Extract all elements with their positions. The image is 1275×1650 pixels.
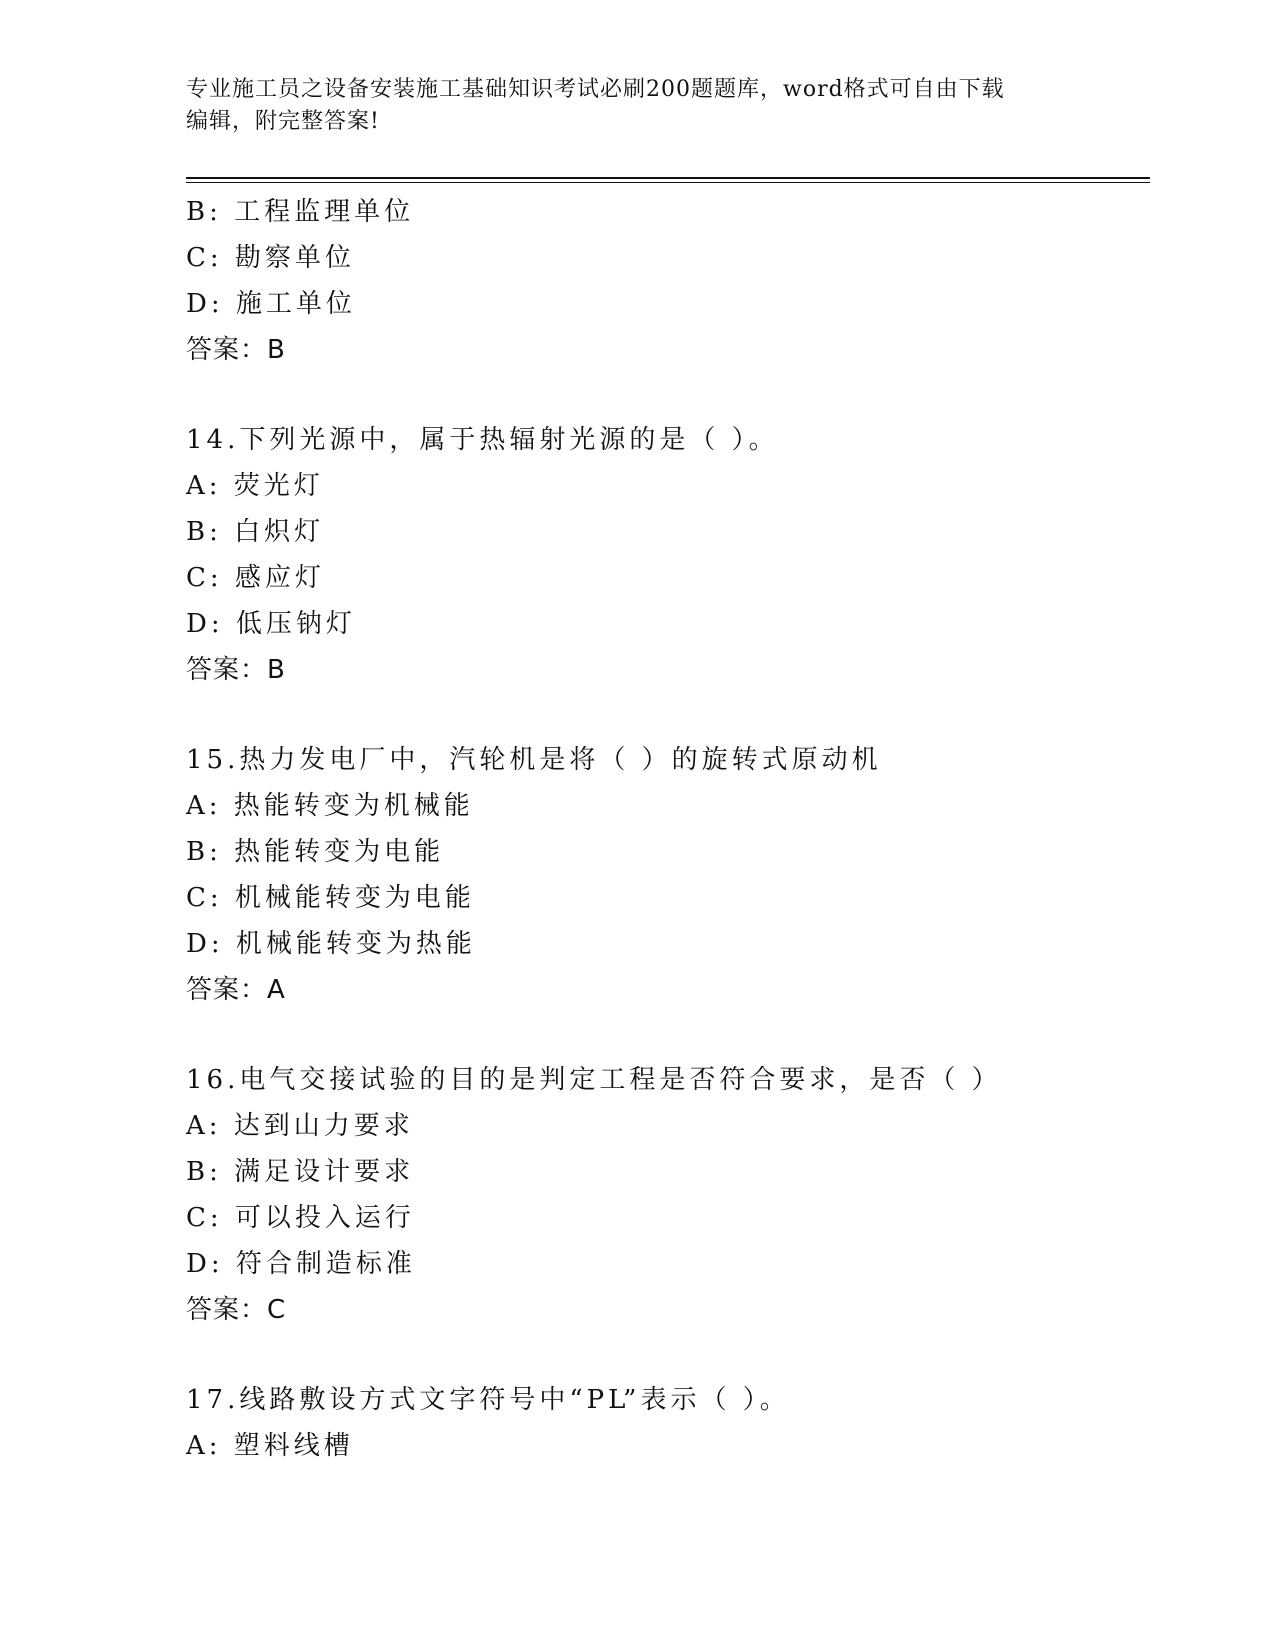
option-b: B: 工程监理单位 [186, 197, 415, 227]
option-a: A: 热能转变为机械能 [186, 791, 474, 821]
answer-line: 答案：B [186, 335, 286, 365]
option-c: C: 可以投入运行 [186, 1203, 415, 1233]
question-stem: 17.线路敷设方式文字符号中“PL”表示（ ）。 [186, 1385, 790, 1415]
question-stem: 16.电气交接试验的目的是判定工程是否符合要求，是否（ ） [186, 1065, 1002, 1095]
option-d: D: 符合制造标准 [186, 1249, 416, 1279]
option-a: A: 荧光灯 [186, 471, 324, 501]
header-divider-thick [186, 177, 1150, 179]
question-16 [186, 1057, 1150, 1333]
answer-line: 答案：A [186, 975, 286, 1005]
question-17 [186, 1377, 1150, 1469]
document-header [186, 74, 1086, 138]
answer-line: 答案：B [186, 655, 286, 685]
option-a: A: 达到山力要求 [186, 1111, 414, 1141]
option-c: C: 勘察单位 [186, 243, 355, 273]
question-15 [186, 737, 1150, 1013]
header-line-1: 专业施工员之设备安装施工基础知识考试必刷200题题库，word格式可自由下载 [186, 77, 1005, 102]
option-b: B: 白炽灯 [186, 517, 325, 547]
option-c: C: 机械能转变为电能 [186, 883, 475, 913]
option-c: C: 感应灯 [186, 563, 325, 593]
option-b: B: 热能转变为电能 [186, 837, 445, 867]
question-stem: 14.下列光源中，属于热辐射光源的是（ ）。 [186, 425, 779, 455]
option-d: D: 低压钠灯 [186, 609, 356, 639]
header-divider-thin [186, 182, 1150, 183]
question-14 [186, 417, 1150, 693]
question-list [186, 189, 1150, 1469]
header-line-2: 编辑，附完整答案! [186, 109, 380, 134]
answer-line: 答案：C [186, 1295, 287, 1325]
option-b: B: 满足设计要求 [186, 1157, 415, 1187]
option-d: D: 机械能转变为热能 [186, 929, 476, 959]
option-d: D: 施工单位 [186, 289, 356, 319]
question-13-tail [186, 189, 1150, 373]
option-a: A: 塑料线槽 [186, 1431, 354, 1461]
question-stem: 15.热力发电厂中，汽轮机是将（ ）的旋转式原动机 [186, 745, 882, 775]
